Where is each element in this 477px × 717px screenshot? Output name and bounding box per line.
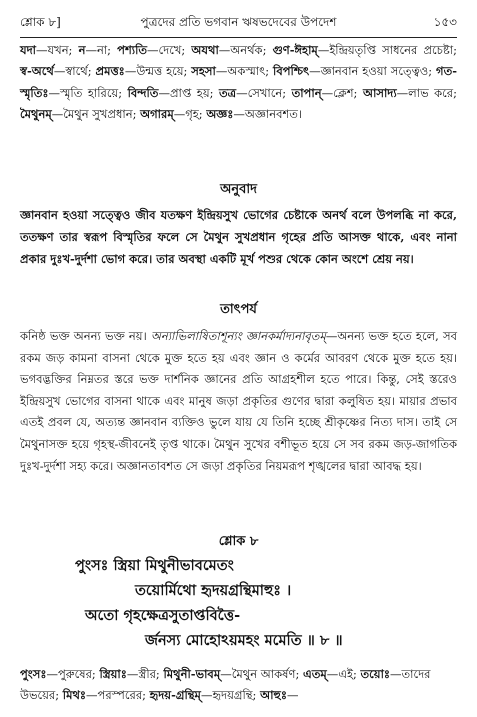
gloss-word: অজ্ঞঃ	[206, 107, 234, 122]
gloss-word: বিপশ্চিৎ	[273, 64, 310, 79]
gloss-meaning: —মৈথুন আকর্ষণ;	[220, 667, 304, 681]
gloss-word: যদা	[20, 43, 37, 57]
gloss-meaning: —ক্লেশ;	[321, 85, 363, 100]
gloss-meaning: —অকস্মাৎ;	[215, 64, 274, 79]
gloss-word: তয়োঃ	[360, 667, 391, 681]
running-header	[20, 14, 457, 34]
gloss-meaning: —এই;	[326, 667, 361, 681]
verse-line: র্জনস্য মোহোঽয়মহং মমেতি ॥ ৮ ॥	[145, 632, 343, 649]
gloss-word: মিথঃ	[62, 688, 87, 703]
gloss-meaning: —প্রাপ্ত হয়;	[158, 85, 219, 100]
gloss-meaning: —পরস্পরের;	[86, 688, 150, 703]
purport-text: —অনন্য ভক্ত হতে হলে, সব রকম জড় কামনা বাসনা থেকে মুক্ত হতে হয় এবং জ্ঞান ও কর্মের আবরণ থেকে মুক্ত হতে হয়। ভগবদ্ভক্তির নিম্নতর স্তরে ভক্ত দার্শনিক জ্ঞানের প্রতি আগ্রহশীল হতে পারে। কিন্তু, সেই স্তরেও ইন্দ্রিয়সুখ ভোগের বাসনা থাকে এবং মানুষ জড়া প্রকৃতির গুণের দ্বারা কলুষিত হয়। মায়ার প্রভাব এতই প্রবল যে, অত্যন্ত জ্ঞানবান ব্যক্তিও ভুলে যায় যে তিনি হচ্ছে শ্রীকৃষ্ণের নিত্য দাস। তাই সে মৈথুনাসক্ত হয়ে গৃহস্থ-জীবনেই তৃপ্ত থাকে। মৈথুন সুখের বশীভূত হয়ে সে সব রকম জড়-জাগতিক দুঃখ-দুর্দশা সহ্য করে। অজ্ঞানতাবশত সে জড়া প্রকৃতির নিয়মরূপ শৃঙ্খলের দ্বারা আবদ্ধ হয়।	[20, 329, 458, 473]
verse-heading: শ্লোক ৮	[218, 534, 259, 549]
gloss-meaning: —সেখানে;	[236, 85, 292, 100]
gloss-word: পুংসঃ	[20, 667, 47, 681]
gloss-meaning: —স্মৃতি হারিয়ে;	[48, 85, 128, 100]
gloss-word: সহসা	[191, 64, 216, 79]
purport-body	[20, 326, 457, 477]
gloss-meaning: —	[286, 688, 299, 703]
gloss-meaning: —না;	[85, 43, 118, 57]
gloss-word: তাপান্	[291, 85, 322, 100]
verse-line: পুংসঃ স্ত্রিয়া মিথুনীভাবমেতং	[75, 557, 234, 574]
gloss-word: স্ত্রিয়াঃ	[99, 667, 127, 681]
gloss-word: মিথুনী-ভাবম্	[163, 667, 221, 681]
gloss-meaning: —অনর্থক;	[218, 43, 273, 57]
gloss-meaning: —মৈথুন সুখপ্রধান;	[51, 107, 141, 122]
gloss-word: ন	[78, 43, 86, 57]
header-chapter-title: পুত্রদের প্রতি ভগবান ঋষভদেবের উপদেশ	[140, 15, 337, 29]
gloss-meaning: —দেখে;	[147, 43, 192, 57]
gloss-meaning: —লাভ করে;	[396, 85, 458, 100]
gloss-word: বিন্দতি	[127, 85, 159, 100]
translation-heading: অনুবাদ	[220, 182, 257, 197]
gloss-meaning: —অজ্ঞানবশত।	[233, 107, 303, 122]
verse-line: তয়োর্মিথো হৃদয়গ্রন্থিমাহুঃ ।	[135, 582, 292, 599]
gloss-word: হৃদয়-গ্রন্থিম্	[149, 688, 201, 703]
gloss-meaning: —স্বার্থে;	[53, 64, 96, 79]
purport-lead: কনিষ্ঠ ভক্ত অনন্য ভক্ত নয়।	[20, 329, 151, 343]
gloss-meaning: —জ্ঞানবান হওয়া সত্ত্বেও;	[309, 64, 437, 79]
gloss-meaning: —উন্মত্ত হয়ে;	[124, 64, 192, 79]
gloss-meaning: —যখন;	[36, 43, 79, 57]
gloss-meaning: —পুরুষের;	[46, 667, 100, 681]
translation-text: জ্ঞানবান হওয়া সত্ত্বেও জীব যতক্ষণ ইন্দ্রিয়সুখ ভোগের চেষ্টাকে অনর্থ বলে উপলব্ধি না করে, ততক্ষণ তার স্বরূপ বিস্মৃতির ফলে সে মৈথুন সুখপ্রধান গৃহের প্রতি আসক্ত থাকে, এবং নানা প্রকার দুঃখ-দুর্দশা ভোগ করে। তার অবস্থা একটি মূর্খ পশুর থেকে কোন অংশে শ্রেয় নয়।	[20, 208, 457, 266]
gloss-word: আসাদ্য	[362, 85, 397, 100]
gloss-word: মৈথুনম্	[20, 107, 52, 122]
gloss-word: আহুঃ	[260, 688, 287, 703]
gloss-word: অযথা	[191, 43, 219, 57]
gloss-meaning: —ইন্দ্রিয়তৃপ্তি সাধনের প্রচেষ্টা;	[317, 43, 457, 57]
verse-line: অতো গৃহক্ষেত্রসুতাপ্তবিত্তৈ-	[85, 607, 241, 624]
header-verse-ref: শ্লোক ৮]	[20, 15, 61, 29]
gloss-meaning: —তাদের উভয়ের;	[20, 667, 431, 703]
gloss-word: অগারম্	[140, 107, 174, 122]
gloss-meaning: —স্ত্রীর;	[126, 667, 164, 681]
verse-synonyms	[20, 664, 457, 707]
purport-quote: অন্যাভিলাষিতাশূন্যং জ্ঞানকর্মাদ্যনাবৃতম্	[150, 329, 326, 343]
gloss-meaning: —গৃহ;	[173, 107, 207, 122]
gloss-word: তত্র	[219, 85, 237, 100]
page-number: ১৫৩	[433, 15, 457, 29]
gloss-word: গত-স্মৃতিঃ	[20, 64, 457, 100]
gloss-word: গুণ-ঈহাম্	[272, 43, 318, 57]
gloss-word: পশ্যতি	[117, 43, 148, 57]
gloss-word: প্রমত্তঃ	[95, 64, 125, 79]
word-glossary	[20, 40, 457, 126]
gloss-word: এতম্	[303, 667, 327, 681]
gloss-meaning: —হৃদয়গ্রন্থি;	[200, 688, 261, 703]
purport-heading: তাৎপর্য	[220, 302, 257, 317]
gloss-word: স্ব-অর্থে	[20, 64, 54, 79]
header-divider	[20, 37, 457, 38]
